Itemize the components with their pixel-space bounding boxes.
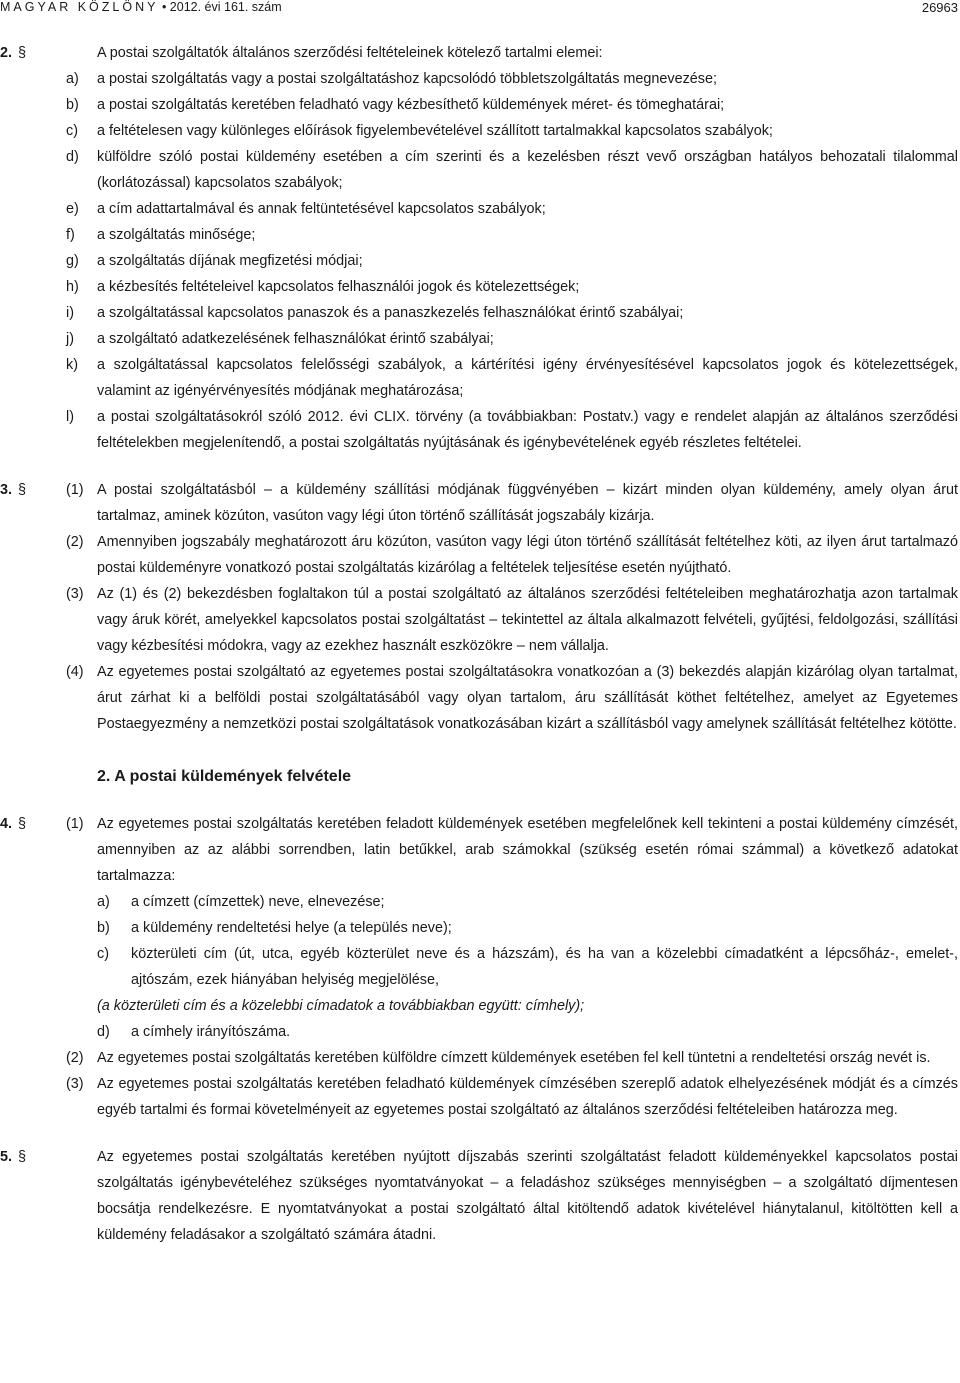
list-item: [0, 941, 958, 993]
list-item: [0, 300, 958, 326]
paragraph-text: Az (1) és (2) bekezdésben foglaltakon túl a postai szolgáltató az általános szerződési feltételeiben meghatározhatja azon tartalmak vagy áruk körét, amelyekkel kapcsolatos postai szolgáltatást – tekintettel az általa alkalmazott felvételi, gyűjtési, feldolgozási, szállítási vagy kézbesítési módokra, vagy az ezekhez használt eszközökre – nem vállalja.: [97, 586, 958, 654]
list-item: [0, 222, 958, 248]
paragraph-label: (2): [66, 1050, 84, 1066]
paragraph-text: Az egyetemes postai szolgáltató az egyetemes postai szolgáltatásokra vonatkozóan a (3) bekezdés alapján kizárólag olyan tartalmat, árut zárhat ki a belföldi postai szolgáltatásából vagy olyan tartalom, áru szállítását köthet feltételhez, amelyet az Egyetemes Postaegyezmény a nemzetközi postai szolgáltatások vonatkozásában kizárt a szállításból vagy amelynek szállítását feltételhez kötötte.: [97, 664, 958, 732]
paragraph-symbol: §: [18, 482, 27, 498]
list-item: [0, 248, 958, 274]
item-label: a): [97, 894, 110, 910]
item-label: l): [66, 409, 74, 425]
section-2-intro: [0, 40, 958, 66]
list-item: [0, 352, 958, 404]
section-number: 4.: [0, 816, 13, 832]
address-note: (a közterületi cím és a közelebbi címadatok a továbbiakban együtt: címhely);: [97, 998, 585, 1014]
item-label: d): [97, 1024, 110, 1040]
paragraph-label: (3): [66, 586, 84, 602]
item-text: a postai szolgáltatásokról szóló 2012. évi CLIX. törvény (a továbbiakban: Postatv.) vagy e rendelet alapján az általános szerződési feltételekben megjelenítendő, a postai szolgáltatás nyújtásának és igénybevételének egyéb részletes feltételei.: [97, 409, 958, 451]
paragraph-text: Az egyetemes postai szolgáltatás keretében feladott küldemények esetében megfelelőnek kell tekinteni a postai küldemény címzését, amennyiben az az alábbi sorrendben, latin betűkkel, arab számokkal (szükség esetén római számmal) a következő adatokat tartalmazza:: [97, 816, 958, 884]
paragraph-label: (3): [66, 1076, 84, 1092]
paragraph-label: (4): [66, 664, 84, 680]
paragraph-text: A postai szolgáltatásból – a küldemény szállítási módjának függvényében – kizárt minden olyan küldemény, amely olyan árut tartalmaz, aminek közúton, vasúton vagy légi úton történő szállítását jogszabály kizárja.: [97, 482, 958, 524]
item-text: a kézbesítés feltételeivel kapcsolatos felhasználói jogok és kötelezettségek;: [97, 279, 580, 295]
list-item: [0, 915, 958, 941]
section-4-paragraph: [0, 1071, 958, 1123]
journal-info: [0, 0, 282, 14]
paragraph-label: (1): [66, 482, 84, 498]
list-item: [0, 889, 958, 915]
section-4-paragraph: [0, 811, 958, 889]
paragraph-text: Amennyiben jogszabály meghatározott áru közúton, vasúton vagy légi úton történő szállítását feltételhez köti, az ilyen árut tartalmazó postai küldeményre vonatkozó postai szolgáltatás kizárólag a feltételek teljesítése esetén nyújtható.: [97, 534, 958, 576]
section-text: A postai szolgáltatók általános szerződési feltételeinek kötelező tartalmi elemei:: [97, 45, 603, 61]
section-number: 3.: [0, 482, 13, 498]
list-item: [0, 144, 958, 196]
item-label: g): [66, 253, 79, 269]
list-item: [0, 326, 958, 352]
item-label: b): [66, 97, 79, 113]
paragraph-symbol: §: [18, 45, 27, 61]
list-item: [0, 196, 958, 222]
paragraph-text: Az egyetemes postai szolgáltatás keretében külföldre címzett küldemények esetében fel kell tüntetni a rendeltetési ország nevét is.: [97, 1050, 931, 1066]
item-text: a postai szolgáltatás keretében feladható vagy kézbesíthető küldemények méret- és tömeghatárai;: [97, 97, 725, 113]
item-text: a szolgáltatással kapcsolatos panaszok és a panaszkezelés felhasználókat érintő szabályai;: [97, 305, 684, 321]
section-3-paragraph: [0, 581, 958, 659]
chapter-title: 2. A postai küldemények felvétele: [97, 768, 352, 785]
list-item: [0, 118, 958, 144]
item-text: a szolgáltatás minősége;: [97, 227, 256, 243]
item-text: a címzett (címzettek) neve, elnevezése;: [131, 894, 385, 910]
paragraph-symbol: §: [18, 1149, 27, 1165]
section-3-paragraph: [0, 659, 958, 737]
item-text: a cím adattartalmával és annak feltüntetésével kapcsolatos szabályok;: [97, 201, 546, 217]
list-item: [0, 404, 958, 456]
item-text: a címhely irányítószáma.: [131, 1024, 291, 1040]
item-text: a szolgáltatással kapcsolatos felelősségi szabályok, a kártérítési igény érvényesítésével kapcsolatos jogok és kötelezettségek, valamint az igényérvényesítés módjának meghatározása;: [97, 357, 958, 399]
section-3-paragraph: [0, 477, 958, 529]
paragraph-symbol: §: [18, 816, 27, 832]
item-label: a): [66, 71, 79, 87]
paragraph-text: Az egyetemes postai szolgáltatás keretében nyújtott díjszabás szerinti szolgáltatást feladott küldeményekkel kapcsolatos postai szolgáltatás igénybevételéhez szükséges nyomtatványokat – a feladáshoz szükséges mennyiségben – a szolgáltató díjmentesen bocsátja rendelkezésre. E nyomtatványokat a postai szolgáltató által kitöltendő adatok kivételével hiánytalanul, kitöltötten kell a küldemény feladásakor a szolgáltató számára átadni.: [97, 1149, 958, 1243]
document-body: [0, 40, 958, 1248]
item-text: a küldemény rendeltetési helye (a település neve);: [131, 920, 452, 936]
paragraph-label: (2): [66, 534, 84, 550]
item-label: j): [66, 331, 74, 347]
item-text: külföldre szóló postai küldemény esetében a cím szerinti és a kezelésben részt vevő országban hatályos behozatali tilalommal (korlátozással) kapcsolatos szabályok;: [97, 149, 958, 191]
item-label: b): [97, 920, 110, 936]
item-text: a postai szolgáltatás vagy a postai szolgáltatáshoz kapcsolódó többletszolgáltatás megnevezése;: [97, 71, 717, 87]
item-label: c): [66, 123, 78, 139]
list-item: [0, 66, 958, 92]
item-text: a feltételesen vagy különleges előírások figyelembevételével szállított tartalmakkal kapcsolatos szabályok;: [97, 123, 773, 139]
journal-title: MAGYAR KÖZLÖNY: [0, 0, 159, 14]
item-label: h): [66, 279, 79, 295]
paragraph-text: Az egyetemes postai szolgáltatás keretében feladható küldemények címzésében szereplő adatok elhelyezésének módját és a címzés egyéb tartalmi és formai követelményeit az egyetemes postai szolgáltató az általános szerződési feltételeiben határozza meg.: [97, 1076, 958, 1118]
item-label: d): [66, 149, 79, 165]
item-label: i): [66, 305, 74, 321]
section-number: 2.: [0, 45, 13, 61]
item-label: e): [66, 201, 79, 217]
page-header: [0, 0, 960, 16]
section-4-paragraph: [0, 1045, 958, 1071]
list-item: [0, 92, 958, 118]
page-number: 26963: [921, 0, 958, 15]
item-text: közterületi cím (út, utca, egyéb közterület neve és a házszám), és ha van a közelebbi címadatként a lépcsőház-, emelet-, ajtószám, ezek hiányában helyiség megjelölése,: [131, 946, 958, 988]
list-item: [0, 1019, 958, 1045]
item-label: c): [97, 946, 109, 962]
section-3-paragraph: [0, 529, 958, 581]
section-5-paragraph: [0, 1144, 958, 1248]
issue-info: • 2012. évi 161. szám: [161, 0, 282, 14]
item-label: f): [66, 227, 75, 243]
section-number: 5.: [0, 1149, 13, 1165]
item-label: k): [66, 357, 78, 373]
item-text: a szolgáltatás díjának megfizetési módjai;: [97, 253, 363, 269]
item-text: a szolgáltató adatkezelésének felhasználókat érintő szabályai;: [97, 331, 494, 347]
list-item: [0, 274, 958, 300]
paragraph-label: (1): [66, 816, 84, 832]
